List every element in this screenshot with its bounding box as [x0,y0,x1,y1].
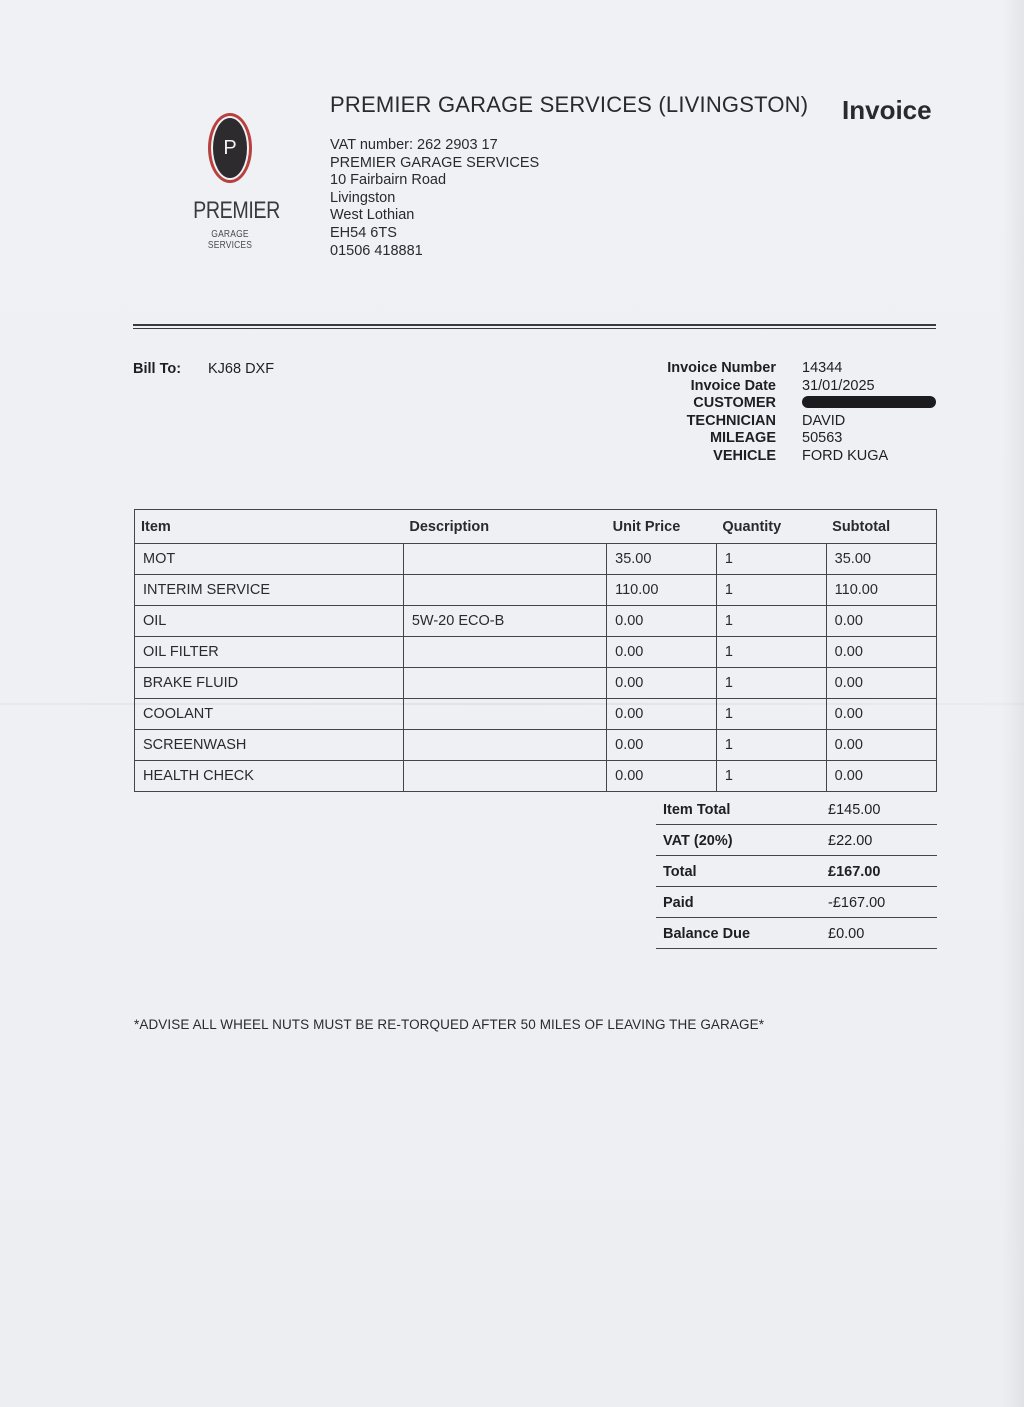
totals-row-vat [656,825,937,856]
totals-label: Paid [663,895,694,911]
totals-label: Total [663,864,697,880]
company-title: PREMIER GARAGE SERVICES (LIVINGSTON) [330,92,809,117]
meta-row [600,395,940,413]
invoice-meta [600,360,940,466]
table-header-row [135,510,937,544]
totals-value: £22.00 [828,833,873,849]
cell-item: MOT [135,544,404,575]
table-row [135,761,937,792]
paper-edge-shadow [1002,0,1024,1407]
header-divider [133,324,936,326]
cell-description [403,730,606,761]
cell-unit-price: 0.00 [607,668,717,699]
table-row [135,699,937,730]
meta-key: Invoice Date [690,377,776,394]
logo-subtitle: GARAGE SERVICES [207,229,253,251]
meta-row [600,430,940,448]
meta-row [600,378,940,396]
address-line: PREMIER GARAGE SERVICES [330,154,540,171]
cell-quantity: 1 [716,637,826,668]
meta-row [600,413,940,431]
cell-description [403,637,606,668]
meta-value: 31/01/2025 [802,377,875,394]
redaction-bar [802,396,936,408]
cell-unit-price: 0.00 [607,606,717,637]
meta-key: MILEAGE [709,430,776,447]
totals-value: £0.00 [828,926,865,942]
meta-value: 14344 [802,360,843,376]
cell-description: 5W-20 ECO-B [403,606,606,637]
address-line: 10 Fairbairn Road [330,172,447,189]
table-row [135,668,937,699]
meta-row [600,360,940,378]
cell-item: BRAKE FLUID [135,668,404,699]
logo-mark: P [213,118,247,178]
company-logo [185,113,280,251]
cell-item: OIL [135,606,404,637]
meta-value: 50563 [802,430,843,447]
cell-description [403,761,606,792]
totals-row-item-total [656,794,937,825]
cell-description [403,575,606,606]
cell-subtotal: 0.00 [826,761,936,792]
cell-unit-price: 0.00 [607,637,717,668]
cell-subtotal: 110.00 [826,575,936,606]
cell-unit-price: 0.00 [607,761,717,792]
totals-row-balance-due [656,918,937,949]
address-line: 01506 418881 [330,242,423,259]
cell-item: SCREENWASH [135,730,404,761]
cell-subtotal: 0.00 [826,668,936,699]
cell-quantity: 1 [716,575,826,606]
cell-item: COOLANT [135,699,404,730]
cell-unit-price: 0.00 [607,699,717,730]
cell-unit-price: 0.00 [607,730,717,761]
meta-key: CUSTOMER [693,395,776,412]
document-type-title: Invoice [842,95,932,125]
totals-row-total [656,856,937,887]
line-items-table [134,509,937,792]
totals-label: VAT (20%) [663,833,733,849]
cell-unit-price: 35.00 [607,544,717,575]
meta-value-redacted [802,395,936,411]
cell-quantity: 1 [716,730,826,761]
logo-wordmark: PREMIER [193,197,280,224]
totals-label: Item Total [663,802,731,818]
column-header-item: Item [135,510,404,544]
address-line: Livingston [330,189,396,206]
meta-key: VEHICLE [713,447,776,464]
header-divider-thin [133,328,936,329]
cell-subtotal: 0.00 [826,637,936,668]
address-line: VAT number: 262 2903 17 [330,137,498,153]
cell-quantity: 1 [716,544,826,575]
column-header-description: Description [403,510,606,544]
meta-value: DAVID [802,412,846,429]
cell-description [403,699,606,730]
totals-label: Balance Due [663,926,751,942]
table-row [135,606,937,637]
meta-key: TECHNICIAN [686,412,776,429]
address-line: EH54 6TS [330,224,397,241]
totals-value: £167.00 [828,864,881,880]
cell-subtotal: 0.00 [826,699,936,730]
bill-to-label: Bill To: [133,361,182,377]
cell-item: INTERIM SERVICE [135,575,404,606]
cell-description [403,668,606,699]
meta-row [600,448,940,466]
column-header-quantity: Quantity [716,510,826,544]
advisory-note: *ADVISE ALL WHEEL NUTS MUST BE RE-TORQUED AFTER 50 MILES OF LEAVING THE GARAGE* [134,1017,765,1032]
table-row [135,637,937,668]
totals-block [656,794,937,949]
cell-quantity: 1 [716,606,826,637]
cell-quantity: 1 [716,668,826,699]
logo-ring [208,113,252,183]
bill-to-value: KJ68 DXF [208,361,275,377]
column-header-unit-price: Unit Price [607,510,717,544]
cell-unit-price: 110.00 [607,575,717,606]
company-address [330,137,539,260]
cell-subtotal: 0.00 [826,606,936,637]
cell-item: HEALTH CHECK [135,761,404,792]
cell-description [403,544,606,575]
table-row [135,575,937,606]
totals-value: £145.00 [828,802,881,818]
address-line: West Lothian [330,207,415,224]
table-row [135,730,937,761]
meta-key: Invoice Number [667,360,776,376]
cell-quantity: 1 [716,761,826,792]
totals-value: -£167.00 [828,895,886,911]
meta-value: FORD KUGA [802,447,889,464]
cell-item: OIL FILTER [135,637,404,668]
totals-row-paid [656,887,937,918]
cell-subtotal: 0.00 [826,730,936,761]
cell-subtotal: 35.00 [826,544,936,575]
cell-quantity: 1 [716,699,826,730]
table-row [135,544,937,575]
column-header-subtotal: Subtotal [826,510,936,544]
